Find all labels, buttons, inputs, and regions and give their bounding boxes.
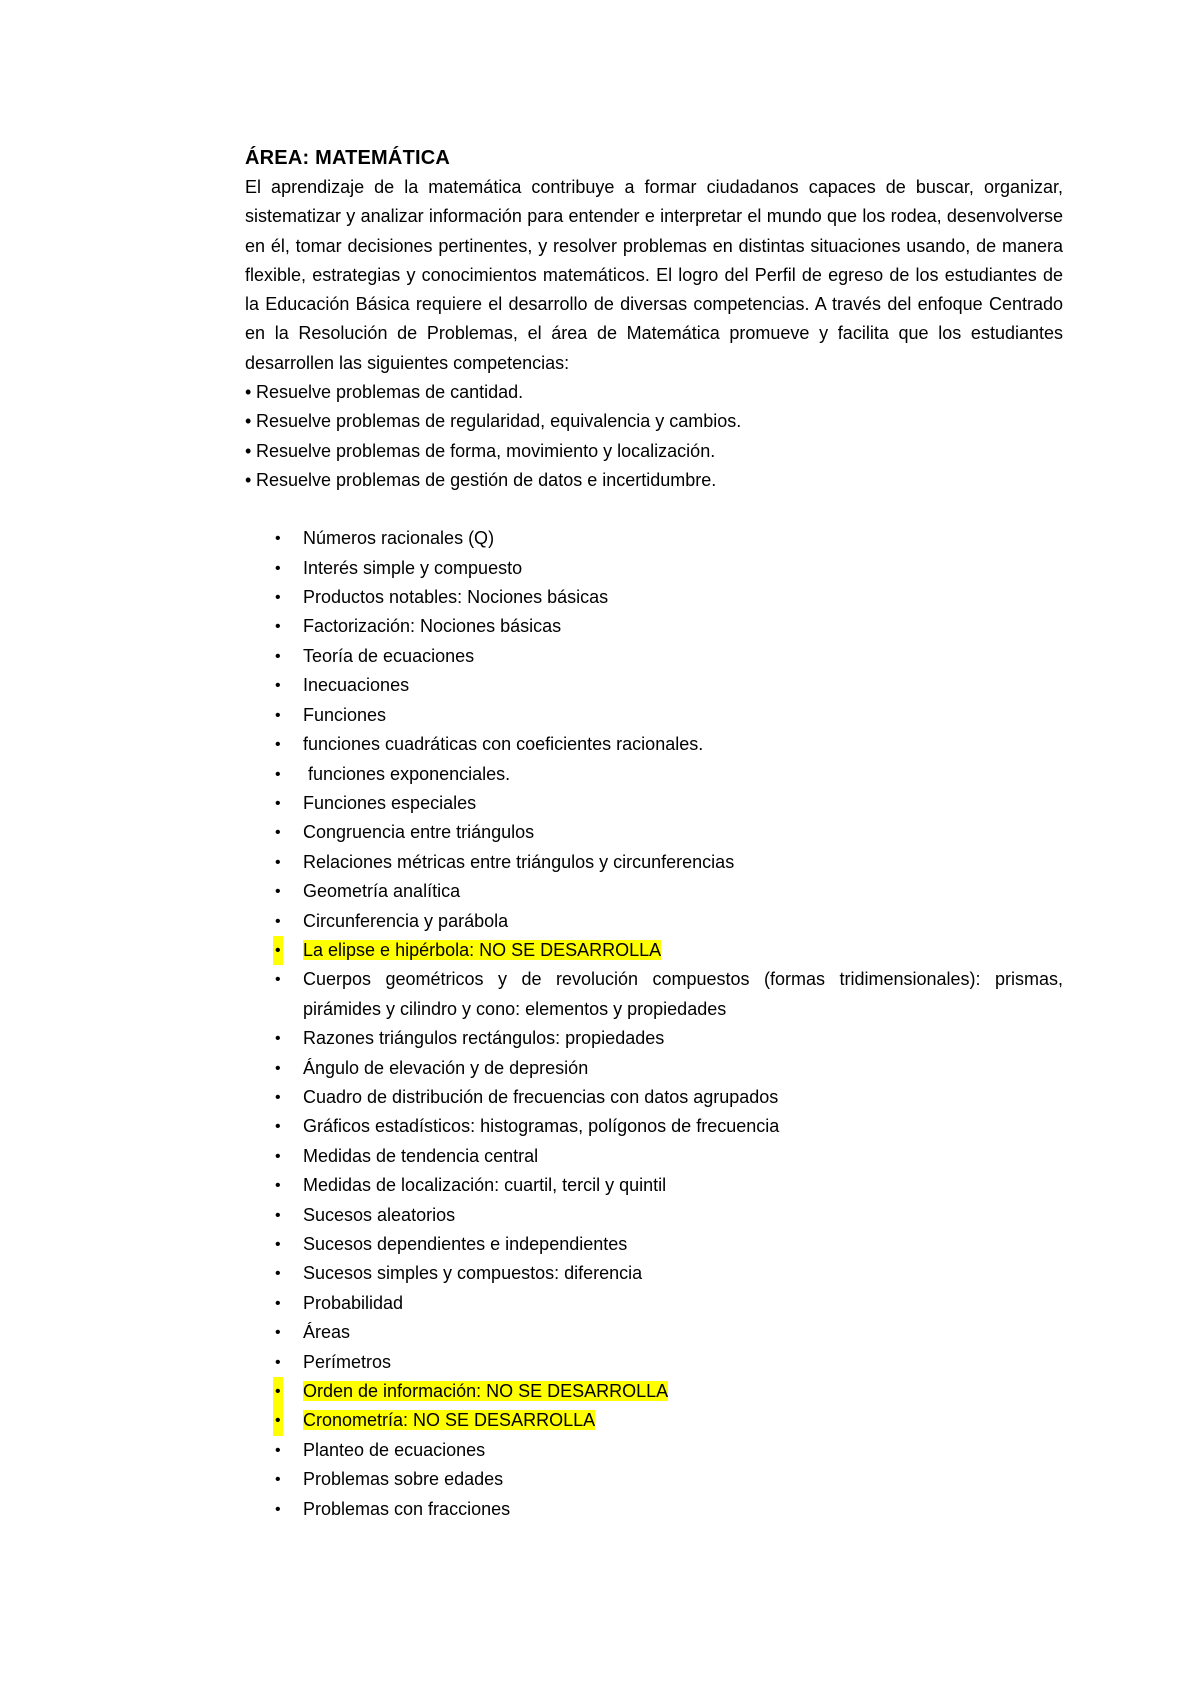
topic-item: [245, 1495, 1063, 1524]
bullet-icon: •: [275, 971, 281, 989]
competencias-list: [245, 378, 1063, 495]
topic-item: [245, 1083, 1063, 1112]
topic-item: [245, 671, 1063, 700]
topic-item: [245, 1142, 1063, 1171]
topic-item: [245, 818, 1063, 847]
document-title: ÁREA: MATEMÁTICA: [245, 147, 451, 169]
topic-item: [245, 730, 1063, 759]
topic-text: Planteo de ecuaciones: [303, 1439, 486, 1460]
bullet-icon: •: [275, 677, 281, 695]
bullet-icon: •: [275, 618, 281, 636]
topic-item: [245, 1201, 1063, 1230]
topic-item: [245, 1024, 1063, 1053]
bullet-icon: •: [275, 1353, 281, 1371]
topic-text: Problemas con fracciones: [303, 1498, 511, 1519]
bullet-icon: •: [245, 469, 252, 490]
topic-item-highlighted: [245, 1406, 1063, 1435]
topic-text: Relaciones métricas entre triángulos y circunferencias: [303, 851, 735, 872]
topic-text: funciones exponenciales.: [303, 763, 511, 784]
competencia-item: [245, 407, 1063, 436]
bullet-icon: •: [245, 411, 252, 432]
competencia-text: Resuelve problemas de forma, movimiento y localización.: [256, 440, 716, 461]
topic-text: Geometría analítica: [303, 881, 461, 902]
topic-item: [245, 907, 1063, 936]
bullet-icon: •: [275, 912, 281, 930]
topic-item: [245, 583, 1063, 612]
topic-text: Medidas de tendencia central: [303, 1145, 539, 1166]
bullet-icon: •: [275, 736, 281, 754]
topic-item: [245, 1054, 1063, 1083]
bullet-icon: •: [275, 883, 281, 901]
intro-paragraph: El aprendizaje de la matemática contribuye a formar ciudadanos capaces de buscar, organizar, sistematizar y analizar información para entender e interpretar el mundo que los rodea, desenvolverse en él, tomar decisiones pertinentes, y resolver problemas en distintas situaciones usando, de manera flexible, estrategias y conocimientos matemáticos. El logro del Perfil de egreso de los estudiantes de la Educación Básica requiere el desarrollo de diversas competencias. A través del enfoque Centrado en la Resolución de Problemas, el área de Matemática promueve y facilita que los estudiantes desarrollen las siguientes competencias:: [245, 177, 1063, 373]
topic-item-highlighted: [245, 1377, 1063, 1406]
bullet-icon: •: [275, 1206, 281, 1224]
topic-item: [245, 965, 1063, 1024]
topic-text: Números racionales (Q): [303, 528, 495, 549]
competencia-item: [245, 437, 1063, 466]
bullet-icon: •: [275, 1118, 281, 1136]
competencia-text: Resuelve problemas de cantidad.: [256, 382, 524, 403]
topic-item: [245, 848, 1063, 877]
topic-item: [245, 1436, 1063, 1465]
bullet-icon: •: [245, 382, 252, 403]
bullet-icon: •: [275, 1265, 281, 1283]
document-content: [245, 143, 1063, 1524]
bullet-icon: •: [275, 1324, 281, 1342]
bullet-icon: •: [275, 1088, 281, 1106]
topic-text: Circunferencia y parábola: [303, 910, 509, 931]
topic-text: Teoría de ecuaciones: [303, 645, 475, 666]
topic-text: Medidas de localización: cuartil, tercil y quintil: [303, 1175, 667, 1196]
bullet-icon: •: [275, 1147, 281, 1165]
bullet-icon: •: [275, 647, 281, 665]
bullet-icon: •: [275, 559, 281, 577]
topic-text: Interés simple y compuesto: [303, 557, 523, 578]
topic-text: Funciones: [303, 704, 387, 725]
topic-text: Probabilidad: [303, 1292, 404, 1313]
topic-item: [245, 1289, 1063, 1318]
competencia-item: [245, 378, 1063, 407]
bullet-icon: •: [273, 1406, 283, 1435]
topic-item: [245, 554, 1063, 583]
bullet-icon: •: [273, 936, 283, 965]
topic-text: Perímetros: [303, 1351, 392, 1372]
topic-item: [245, 1465, 1063, 1494]
bullet-icon: •: [275, 1441, 281, 1459]
bullet-icon: •: [275, 530, 281, 548]
topic-item: [245, 789, 1063, 818]
bullet-icon: •: [275, 1236, 281, 1254]
topic-text: Inecuaciones: [303, 675, 410, 696]
topics-list: [245, 524, 1063, 1524]
topic-item: [245, 612, 1063, 641]
bullet-icon: •: [275, 1471, 281, 1489]
topic-item-highlighted: [245, 936, 1063, 965]
topic-item: [245, 1259, 1063, 1288]
bullet-icon: •: [275, 1177, 281, 1195]
topic-text: Sucesos simples y compuestos: diferencia: [303, 1263, 643, 1284]
topic-item: [245, 1171, 1063, 1200]
topic-text: Funciones especiales: [303, 792, 477, 813]
bullet-icon: •: [275, 853, 281, 871]
bullet-icon: •: [273, 1377, 283, 1406]
topic-item: [245, 524, 1063, 553]
topic-text: Problemas sobre edades: [303, 1469, 504, 1490]
competencia-item: [245, 466, 1063, 495]
topic-item: [245, 877, 1063, 906]
topic-item: [245, 1112, 1063, 1141]
topic-text: Cuadro de distribución de frecuencias con datos agrupados: [303, 1086, 779, 1107]
topic-text: Sucesos aleatorios: [303, 1204, 456, 1225]
bullet-icon: •: [275, 794, 281, 812]
topic-text: Factorización: Nociones básicas: [303, 616, 562, 637]
topic-item: [245, 760, 1063, 789]
competencia-text: Resuelve problemas de gestión de datos e incertidumbre.: [256, 469, 717, 490]
topic-text: Sucesos dependientes e independientes: [303, 1234, 628, 1255]
bullet-icon: •: [245, 440, 252, 461]
topic-text: La elipse e hipérbola: NO SE DESARROLLA: [303, 939, 662, 960]
bullet-icon: •: [275, 765, 281, 783]
bullet-icon: •: [275, 824, 281, 842]
topic-item: [245, 1318, 1063, 1347]
topic-item: [245, 1230, 1063, 1259]
topic-text: Cronometría: NO SE DESARROLLA: [303, 1410, 596, 1431]
topic-text: Gráficos estadísticos: histogramas, polígonos de frecuencia: [303, 1116, 780, 1137]
topic-text: Cuerpos geométricos y de revolución compuestos (formas tridimensionales): prismas, pirámides y cilindro y cono: elementos y propiedades: [303, 969, 1063, 1019]
bullet-icon: •: [275, 706, 281, 724]
bullet-icon: •: [275, 1030, 281, 1048]
competencia-text: Resuelve problemas de regularidad, equivalencia y cambios.: [256, 411, 742, 432]
bullet-icon: •: [275, 589, 281, 607]
bullet-icon: •: [275, 1294, 281, 1312]
topic-text: Áreas: [303, 1322, 351, 1343]
bullet-icon: •: [275, 1500, 281, 1518]
topic-text: Razones triángulos rectángulos: propiedades: [303, 1028, 665, 1049]
topic-text: Ángulo de elevación y de depresión: [303, 1057, 589, 1078]
topic-item: [245, 1348, 1063, 1377]
topic-item: [245, 642, 1063, 671]
topic-text: funciones cuadráticas con coeficientes racionales.: [303, 734, 704, 755]
topic-text: Orden de información: NO SE DESARROLLA: [303, 1381, 669, 1402]
topic-item: [245, 701, 1063, 730]
bullet-icon: •: [275, 1059, 281, 1077]
topic-text: Congruencia entre triángulos: [303, 822, 535, 843]
topic-text: Productos notables: Nociones básicas: [303, 587, 609, 608]
